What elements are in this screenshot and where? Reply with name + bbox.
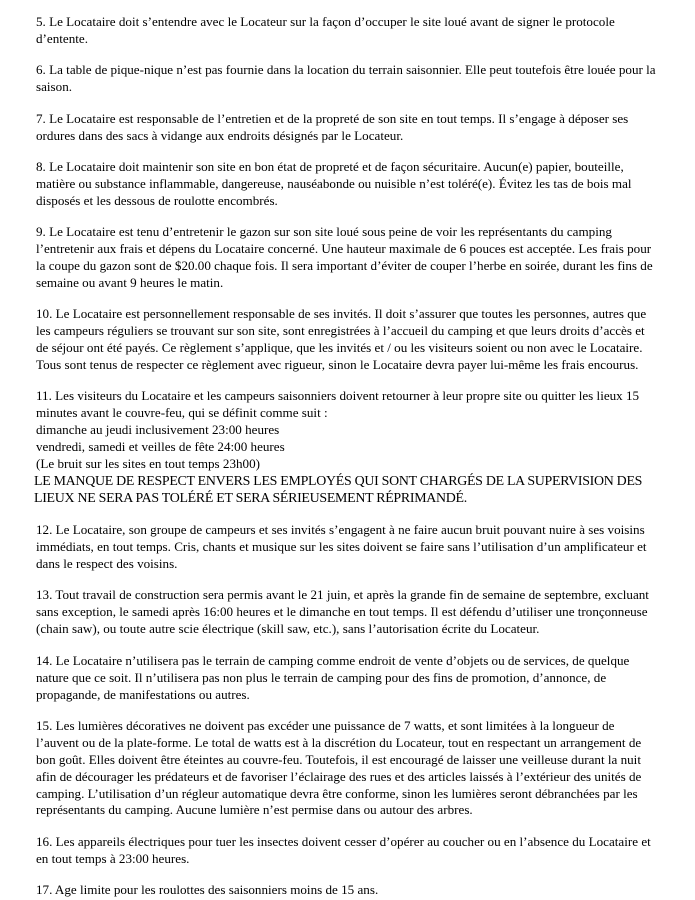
clause-7: 7. Le Locataire est responsable de l’entretien et de la propreté de son site en tout temps. Il s’engage à déposer ses ordures dans des sacs à vidange aux endroits désignés par le Locateur. <box>36 110 629 143</box>
clause-11-group <box>36 388 660 507</box>
clause-10: 10. Le Locataire est personnellement responsable de ses invités. Il doit s’assurer que toutes les personnes, autres que les campeurs réguliers se trouvant sur son site, sont enregistrées à l’accueil du camping et que leurs droits d’accès et de séjour ont été payés. Ce règlement s’applique, que les invités et / ou les visiteurs soient ou non avec le Locataire. Tous sont tenus de respecter ce règlement avec rigueur, sinon le Locataire devra payer lui-même les frais encourus. <box>36 306 647 372</box>
clause-9: 9. Le Locataire est tenu d’entretenir le gazon sur son site loué sous peine de voir les représentants du camping l’entretenir aux frais et dépens du Locataire concerné. Une hauteur maximale de 6 pouces est acceptée. Les frais pour la coupe du gazon sont de $20.00 chaque fois. Il sera important d’éviter de couper l’herbe en soirée, durant les fins de semaine ou avant 9 heures le matin. <box>36 224 653 290</box>
clause-15: 15. Les lumières décoratives ne doivent pas excéder une puissance de 7 watts, et sont limitées à la longueur de l’auvent ou de la plate-forme. Le total de watts est à la discrétion du Locateur, tout en respectant un arrangement de bon goût. Elles doivent être éteintes au couvre-feu. Toutefois, il est encouragé de laisser une veilleuse durant la nuit afin de décourager les prédateurs et de favoriser l’éclairage des rues et des articles laissés à l’extérieur des unités de camping. L’utilisation d’un régleur automatique devra être conforme, sinon les lumières seront débranchées par les représentants du camping. Aucune lumière n’est permise dans ou autour des arbres. <box>36 717 642 818</box>
clause-11: 11. Les visiteurs du Locataire et les campeurs saisonniers doivent retourner à leur propre site ou quitter les lieux 15 minutes avant le couvre-feu, qui se définit comme suit : <box>36 388 640 421</box>
clause-11-curfew-sunday-thursday: dimanche au jeudi inclusivement 23:00 heures <box>36 422 280 438</box>
clause-11-noise-note: (Le bruit sur les sites en tout temps 23h00) <box>36 456 261 472</box>
clause-16: 16. Les appareils électriques pour tuer les insectes doivent cesser d’opérer au coucher ou en l’absence du Locataire et en tout temps à 23:00 heures. <box>36 833 651 866</box>
clause-5: 5. Le Locataire doit s’entendre avec le Locateur sur la façon d’occuper le site loué avant de signer le protocole d’entente. <box>36 14 615 46</box>
clause-11-curfew-friday-saturday-holiday: vendredi, samedi et veilles de fête 24:00 heures <box>36 439 285 455</box>
clause-8: 8. Le Locataire doit maintenir son site en bon état de propreté et de façon sécuritaire. Aucun(e) papier, bouteille, matière ou substance inflammable, dangereuse, nauséabonde ou nuisible n’est toléré(e). Évitez les tas de bois mal disposés et les dessous de roulotte encombrés. <box>36 158 632 208</box>
clause-13: 13. Tout travail de construction sera permis avant le 21 juin, et après la grande fin de semaine de septembre, excluant sans exception, le samedi après 16:00 heures et le dimanche en tout temps. Il est défendu d’utiliser une tronçonneuse (chain saw), ou toute autre scie électrique (skill saw, etc.), sans l’autorisation écrite du Locateur. <box>36 587 649 637</box>
clause-12: 12. Le Locataire, son groupe de campeurs et ses invités s’engagent à ne faire aucun bruit pouvant nuire à ses voisins immédiats, en tout temps. Cris, chants et musique sur les sites doivent se faire sans l’utilisation d’un amplificateur et dans le respect des voisins. <box>36 522 647 572</box>
clause-14: 14. Le Locataire n’utilisera pas le terrain de camping comme endroit de vente d’objets ou de services, de quelque nature que ce soit. Il n’utilisera pas non plus le terrain de camping pour des fins de promotion, d’annonce, de propagande, de manifestations ou autres. <box>36 652 630 702</box>
clause-17: 17. Age limite pour les roulottes des saisonniers moins de 15 ans. <box>36 882 379 898</box>
clause-11-warning-notice: LE MANQUE DE RESPECT ENVERS LES EMPLOYÉS QUI SONT CHARGÉS DE LA SUPERVISION DES LIEUX NE SERA PAS TOLÉRÉ ET SERA SÉRIEUSEMENT RÉPRIMANDÉ. <box>34 473 643 507</box>
document-body <box>36 14 660 899</box>
clause-6: 6. La table de pique-nique n’est pas fournie dans la location du terrain saisonnier. Elle peut toutefois être louée pour la saison. <box>36 62 656 95</box>
